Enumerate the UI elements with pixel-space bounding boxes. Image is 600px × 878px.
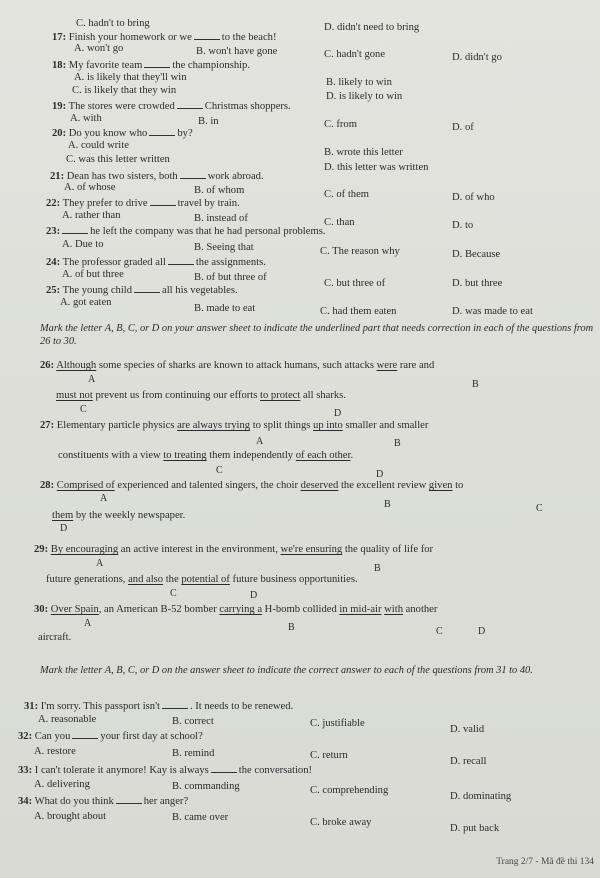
- q29-marker-d: D: [250, 590, 258, 601]
- q22-option-d: D. to: [452, 220, 474, 231]
- q19-option-c: C. from: [324, 119, 357, 130]
- question-34: 34: What do you think her anger?: [18, 796, 189, 807]
- question-17: 17: Finish your homework or we to the beach!: [52, 32, 277, 43]
- q27-marker-b: B: [394, 438, 401, 449]
- q31-option-c: C. justifiable: [310, 718, 365, 729]
- q28-marker-c: C: [536, 503, 543, 514]
- q23-option-d: D. Because: [452, 249, 501, 260]
- q22-option-c: C. than: [324, 217, 355, 228]
- q18-option-b: B. likely to win: [326, 77, 392, 88]
- question-33: 33: I can't tolerate it anymore! Kay is always the conversation!: [18, 765, 313, 776]
- q32-option-c: C. return: [310, 750, 348, 761]
- q25-option-c: C. had them eaten: [320, 306, 397, 317]
- q33-option-a: A. delivering: [34, 779, 90, 790]
- q26-marker-a: A: [88, 374, 96, 385]
- instruction-26-30: Mark the letter A, B, C, or D on your answer sheet to indicate the underlined part that needs correction in each of the questions from 26 to 30.: [40, 323, 594, 347]
- q29-marker-a: A: [96, 558, 104, 569]
- q33-option-d: D. dominating: [450, 791, 512, 802]
- instruction-31-40: Mark the letter A, B, C, or D on the answer sheet to indicate the correct answer to each of the questions from 31 to 40.: [40, 665, 533, 676]
- q20-option-d: D. this letter was written: [324, 162, 429, 173]
- q34-option-c: C. broke away: [310, 817, 372, 828]
- q28-marker-b: B: [384, 499, 391, 510]
- q32-option-d: D. recall: [450, 756, 487, 767]
- question-27-line2: constituents with a view to treating them independently of each other.: [58, 450, 354, 461]
- q26-marker-d: D: [334, 408, 342, 419]
- q20-option-b: B. wrote this letter: [324, 147, 403, 158]
- q27-marker-d: D: [376, 469, 384, 480]
- question-28-line2: them by the weekly newspaper.: [52, 510, 186, 521]
- q27-marker-a: A: [256, 436, 264, 447]
- question-27-line1: 27: Elementary particle physics are always trying to split things up into smaller and smaller: [40, 420, 429, 431]
- question-30-line1: 30: Over Spain, an American B-52 bomber carrying a H-bomb collided in mid-air with another: [34, 604, 438, 615]
- q32-option-b: B. remind: [172, 748, 215, 759]
- q23-option-a: A. Due to: [62, 239, 104, 250]
- question-24: 24: The professor graded all the assignments.: [46, 257, 266, 268]
- q21-option-a: A. of whose: [64, 182, 116, 193]
- q19-option-d: D. of: [452, 122, 474, 133]
- q29-marker-b: B: [374, 563, 381, 574]
- q17-option-a: A. won't go: [74, 43, 124, 54]
- q30-marker-d: D: [478, 626, 486, 637]
- q23-option-c: C. The reason why: [320, 246, 400, 257]
- page-footer: Trang 2/7 - Mã đề thi 134: [496, 857, 594, 867]
- question-22: 22: They prefer to drive travel by train.: [46, 198, 240, 209]
- q16-option-c: C. hadn't to bring: [76, 18, 150, 29]
- q20-option-a: A. could write: [68, 140, 129, 151]
- q24-option-a: A. of but three: [62, 269, 124, 280]
- question-29-line1: 29: By encouraging an active interest in the environment, we're ensuring the quality of life for: [34, 544, 434, 555]
- question-25: 25: The young child all his vegetables.: [46, 285, 238, 296]
- q22-option-b: B. instead of: [194, 213, 248, 224]
- q25-option-a: A. got eaten: [60, 297, 112, 308]
- question-21: 21: Dean has two sisters, both work abroad.: [50, 171, 264, 182]
- q24-option-d: D. but three: [452, 278, 503, 289]
- question-19: 19: The stores were crowded Christmas shoppers.: [52, 101, 291, 112]
- q34-option-b: B. came over: [172, 812, 229, 823]
- q34-option-a: A. brought about: [34, 811, 107, 822]
- question-20: 20: Do you know who by?: [52, 128, 193, 139]
- q26-marker-b: B: [472, 379, 479, 390]
- q31-option-d: D. valid: [450, 724, 485, 735]
- q30-marker-b: B: [288, 622, 295, 633]
- q21-option-c: C. of them: [324, 189, 370, 200]
- q30-marker-c: C: [436, 626, 443, 637]
- q26-marker-c: C: [80, 404, 87, 415]
- question-30-line2: aircraft.: [38, 632, 72, 643]
- q22-option-a: A. rather than: [62, 210, 121, 221]
- q33-option-c: C. comprehending: [310, 785, 389, 796]
- q18-option-d: D. is likely to win: [326, 91, 403, 102]
- question-26-line1: 26: Although some species of sharks are known to attack humans, such attacks were rare and: [40, 360, 435, 371]
- question-32: 32: Can you your first day at school?: [18, 731, 203, 742]
- question-26-line2: must not prevent us from continuing our efforts to protect all sharks.: [56, 390, 346, 401]
- q25-option-b: B. made to eat: [194, 303, 256, 314]
- q20-option-c: C. was this letter written: [66, 154, 170, 165]
- q18-option-a: A. is likely that they'll win: [74, 72, 187, 83]
- q31-option-b: B. correct: [172, 716, 214, 727]
- q23-option-b: B. Seeing that: [194, 242, 254, 253]
- q17-option-c: C. hadn't gone: [324, 49, 386, 60]
- q21-option-b: B. of whom: [194, 185, 245, 196]
- q32-option-a: A. restore: [34, 746, 76, 757]
- question-28-line1: 28: Comprised of experienced and talented singers, the choir deserved the excellent review given to: [40, 480, 464, 491]
- q28-marker-a: A: [100, 493, 108, 504]
- q18-option-c: C. is likely that they win: [72, 85, 177, 96]
- q24-option-c: C. but three of: [324, 278, 386, 289]
- q34-option-d: D. put back: [450, 823, 500, 834]
- q33-option-b: B. commanding: [172, 781, 240, 792]
- q31-option-a: A. reasonable: [38, 714, 97, 725]
- question-29-line2: future generations, and also the potential of future business opportunities.: [46, 574, 358, 585]
- question-18: 18: My favorite team the championship.: [52, 60, 251, 71]
- q17-option-d: D. didn't go: [452, 52, 502, 63]
- q21-option-d: D. of who: [452, 192, 495, 203]
- q25-option-d: D. was made to eat: [452, 306, 533, 317]
- question-31: 31: I'm sorry. This passport isn't . It needs to be renewed.: [24, 701, 294, 712]
- q29-marker-c: C: [170, 588, 177, 599]
- q30-marker-a: A: [84, 618, 92, 629]
- q19-option-a: A. with: [70, 113, 102, 124]
- q28-marker-d: D: [60, 523, 68, 534]
- q17-option-b: B. won't have gone: [196, 46, 278, 57]
- q27-marker-c: C: [216, 465, 223, 476]
- q24-option-b: B. of but three of: [194, 272, 267, 283]
- q19-option-b: B. in: [198, 116, 219, 127]
- q16-option-d: D. didn't need to bring: [324, 22, 420, 33]
- question-23: 23: he left the company was that he had personal problems.: [46, 226, 326, 237]
